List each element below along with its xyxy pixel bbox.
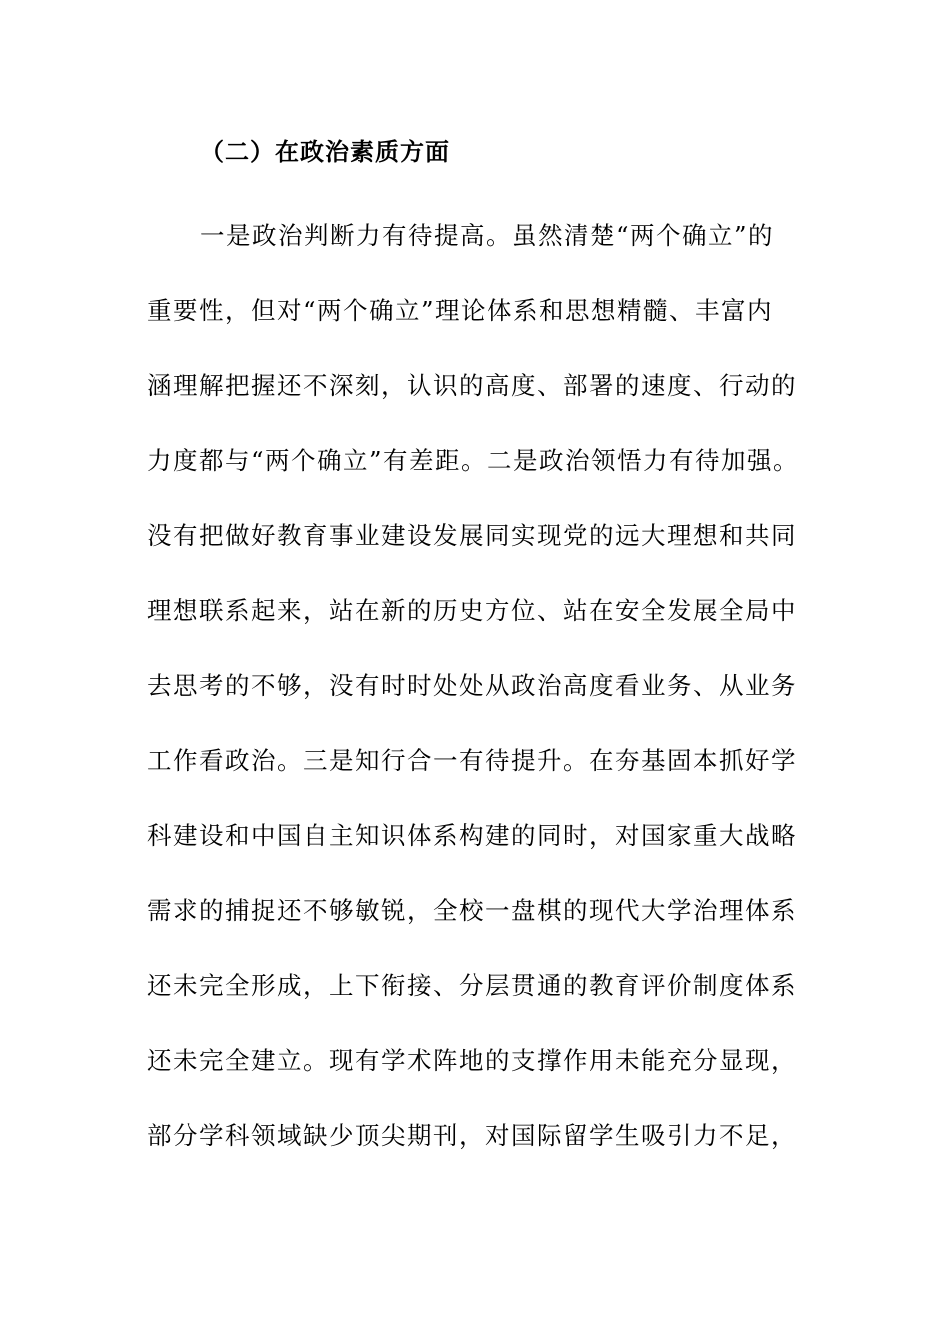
- paragraph-line: 工作看政治。三是知行合一有待提升。在夯基固本抓好学: [147, 746, 797, 775]
- paragraph-line: 去思考的不够，没有时时处处从政治高度看业务、从业务: [147, 671, 797, 700]
- paragraph-line: 一是政治判断力有待提高。虽然清楚“两个确立”的: [200, 221, 775, 250]
- paragraph-line: 还未完全形成，上下衔接、分层贯通的教育评价制度体系: [147, 971, 797, 1000]
- paragraph-line: 需求的捕捉还不够敏锐，全校一盘棋的现代大学治理体系: [147, 896, 797, 925]
- paragraph-line: 涵理解把握还不深刻，认识的高度、部署的速度、行动的: [147, 371, 797, 400]
- paragraph-line: 力度都与“两个确立”有差距。二是政治领悟力有待加强。: [147, 446, 800, 475]
- section-heading: （二）在政治素质方面: [200, 138, 450, 166]
- paragraph-line: 理想联系起来，站在新的历史方位、站在安全发展全局中: [147, 596, 797, 625]
- paragraph-line: 还未完全建立。现有学术阵地的支撑作用未能充分显现，: [147, 1046, 797, 1075]
- paragraph-line: 部分学科领域缺少顶尖期刊，对国际留学生吸引力不足，: [147, 1121, 797, 1150]
- paragraph-line: 科建设和中国自主知识体系构建的同时，对国家重大战略: [147, 821, 797, 850]
- paragraph-line: 没有把做好教育事业建设发展同实现党的远大理想和共同: [147, 521, 797, 550]
- paragraph-line: 重要性，但对“两个确立”理论体系和思想精髓、丰富内: [147, 296, 774, 325]
